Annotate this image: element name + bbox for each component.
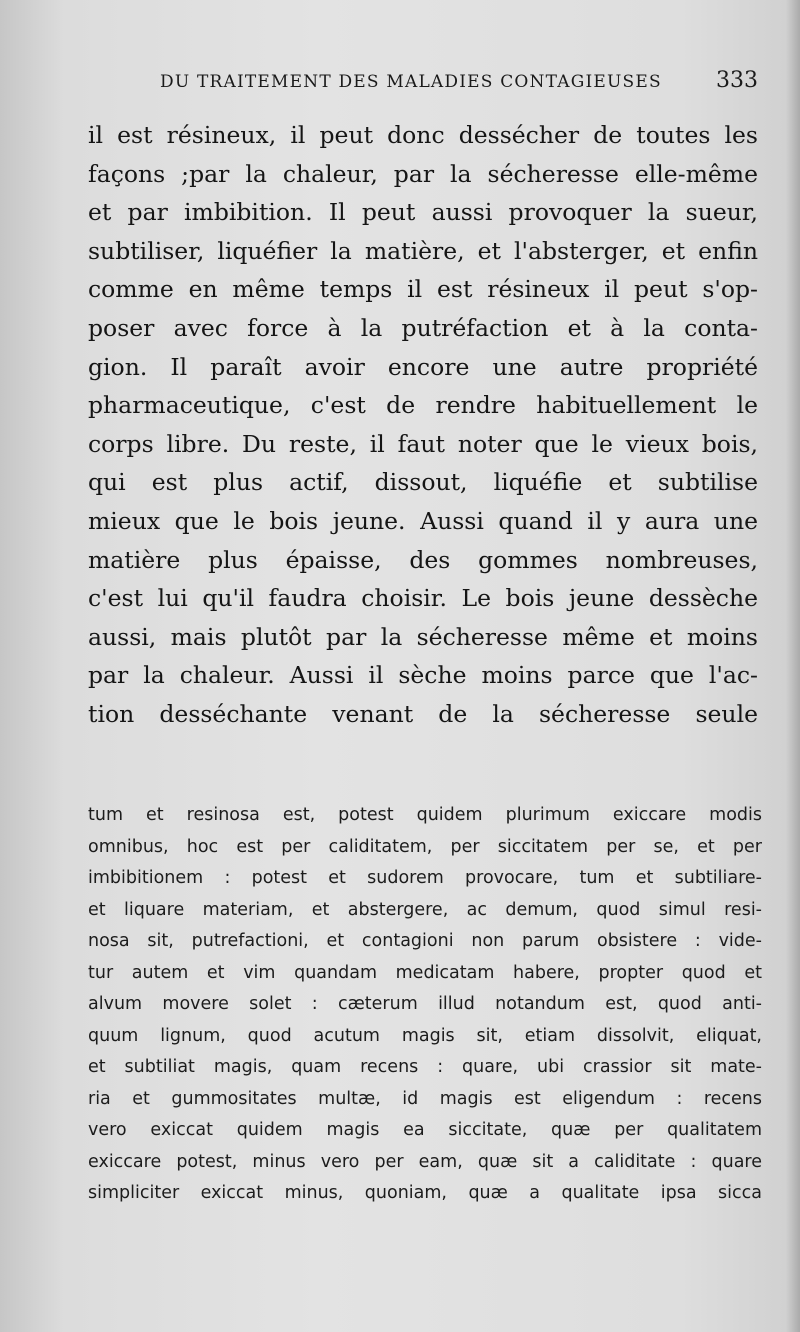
text-line: aussi, mais plutôt par la sécheresse même et moins <box>88 622 758 651</box>
footnote-line: et subtiliat magis, quam recens : quare, ubi crassior sit mate- <box>88 1057 762 1077</box>
text-line: subtiliser, liquéfier la matière, et l'absterger, et enfin <box>88 236 758 265</box>
footnote-line: simpliciter exiccat minus, quoniam, quæ a qualitate ipsa sicca <box>88 1183 762 1203</box>
text-line: mieux que le bois jeune. Aussi quand il y aura une <box>88 506 758 535</box>
main-text-block <box>88 116 758 734</box>
footnote-line: nosa sit, putrefactioni, et contagioni non parum obsistere : vide- <box>88 931 762 951</box>
footnote-line: alvum movere solet : cæterum illud notandum est, quod anti- <box>88 994 762 1014</box>
footnote-line: tur autem et vim quandam medicatam habere, propter quod et <box>88 962 762 983</box>
text-line: par la chaleur. Aussi il sèche moins parce que l'ac- <box>88 661 758 690</box>
page-header <box>160 66 770 100</box>
footnote-line: imbibitionem : potest et sudorem provocare, tum et subtiliare- <box>88 868 762 888</box>
footnote-line: vero exiccat quidem magis ea siccitate, quæ per qualitatem <box>88 1120 762 1140</box>
text-line: qui est plus actif, dissout, liquéfie et subtilise <box>88 468 758 497</box>
footnote-line: exiccare potest, minus vero per eam, quæ sit a caliditate : quare <box>88 1151 762 1172</box>
text-line: poser avec force à la putréfaction et à la conta- <box>88 313 758 342</box>
running-title: DU TRAITEMENT DES MALADIES CONTAGIEUSES <box>160 72 662 92</box>
text-line: corps libre. Du reste, il faut noter que le vieux bois, <box>88 429 758 458</box>
text-line: gion. Il paraît avoir encore une autre propriété <box>88 352 758 381</box>
footnote-line: quum lignum, quod acutum magis sit, etiam dissolvit, eliquat, <box>88 1025 762 1046</box>
text-line: il est résineux, il peut donc dessécher de toutes les <box>88 121 758 149</box>
page-number: 333 <box>716 68 758 93</box>
text-line: et par imbibition. Il peut aussi provoquer la sueur, <box>88 198 758 227</box>
text-line: pharmaceutique, c'est de rendre habituellement le <box>88 391 758 420</box>
text-line: façons ;par la chaleur, par la sécheresse elle-même <box>88 159 758 188</box>
footnote-line: omnibus, hoc est per caliditatem, per siccitatem per se, et per <box>88 836 762 857</box>
latin-footnote <box>88 800 762 1210</box>
text-line: comme en même temps il est résineux il peut s'op- <box>88 275 758 304</box>
text-line: tion desséchante venant de la sécheresse seule <box>88 699 758 728</box>
footnote-line: et liquare materiam, et abstergere, ac demum, quod simul resi- <box>88 899 762 920</box>
text-line: c'est lui qu'il faudra choisir. Le bois jeune dessèche <box>88 584 758 613</box>
text-line: matière plus épaisse, des gommes nombreuses, <box>88 545 758 574</box>
footnote-line: tum et resinosa est, potest quidem plurimum exiccare modis <box>88 805 762 825</box>
footnote-line: ria et gummositates multæ, id magis est eligendum : recens <box>88 1088 762 1109</box>
scan-edge-shadow <box>786 0 800 1332</box>
